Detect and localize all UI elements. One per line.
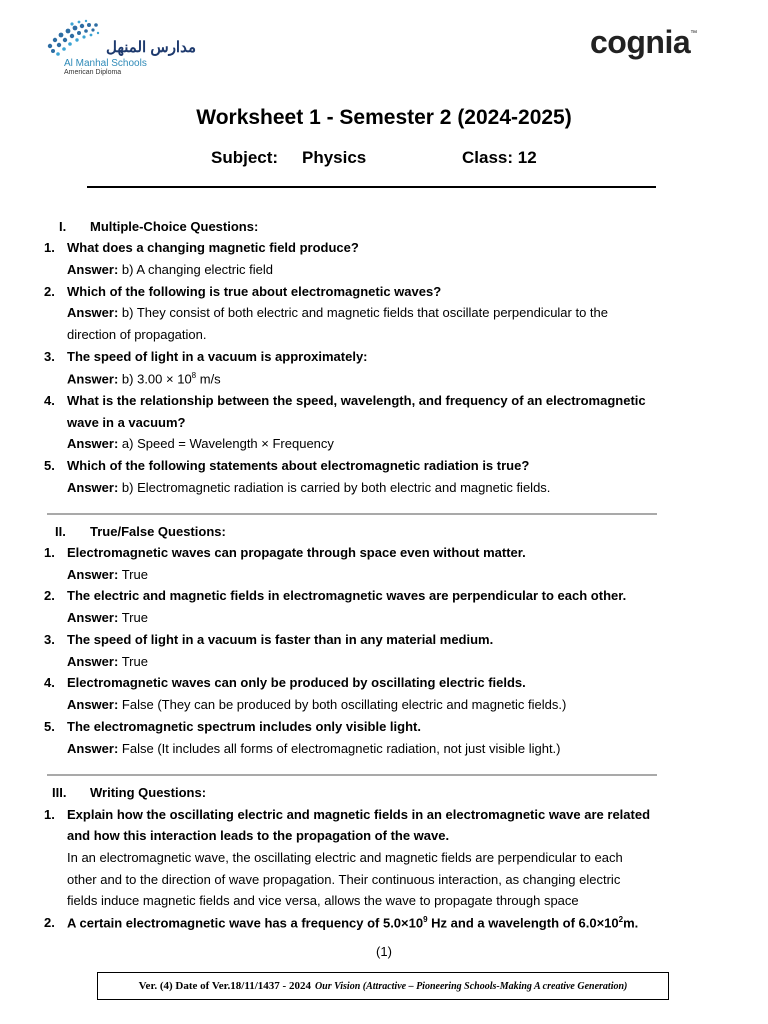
question-text-mid: Hz and a wavelength of 6.0×10 xyxy=(427,915,619,931)
mcq-4-number: 4. xyxy=(44,393,55,408)
subject-value: Physics xyxy=(302,148,367,167)
answer-text: b) They consist of both electric and magnetic fields that oscillate perpendicular to the xyxy=(121,305,609,320)
question-text-end: m. xyxy=(623,915,639,931)
answer-key: Answer: xyxy=(67,654,119,669)
mcq-4-question-cont: wave in a vacuum? xyxy=(67,415,186,430)
page-number: (1) xyxy=(376,944,392,959)
answer-text: True xyxy=(121,610,148,625)
cognia-wordmark: cognia xyxy=(590,24,691,60)
section-divider xyxy=(47,513,657,515)
section-title: Writing Questions: xyxy=(90,785,207,800)
worksheet-title: Worksheet 1 - Semester 2 (2024-2025) xyxy=(196,106,572,129)
section-numeral: II. xyxy=(55,524,66,539)
mcq-2-question: Which of the following is true about electromagnetic waves? xyxy=(67,284,442,299)
subject-label: Subject: xyxy=(211,148,279,167)
answer-text: b) A changing electric field xyxy=(121,262,273,277)
footer-vision: Our Vision (Attractive – Pioneering Schools-Making A creative Generation) xyxy=(314,980,628,992)
title-divider xyxy=(87,186,656,188)
wavelength-exponent: 2 xyxy=(618,915,624,924)
answer-text: a) Speed = Wavelength × Frequency xyxy=(121,436,334,451)
logo-english-text: Al Manhal Schools xyxy=(64,58,147,69)
answer-key: Answer: xyxy=(67,697,119,712)
answer-unit: m/s xyxy=(196,371,221,387)
tf-4-answer xyxy=(67,698,566,711)
mcq-5-number: 5. xyxy=(44,458,55,473)
tf-5-statement: The electromagnetic spectrum includes only visible light. xyxy=(67,719,421,734)
answer-key: Answer: xyxy=(67,262,119,277)
frequency-exponent: 9 xyxy=(423,915,428,924)
tf-2-number: 2. xyxy=(44,588,55,603)
answer-key: Answer: xyxy=(67,436,119,451)
section-title: Multiple-Choice Questions: xyxy=(90,219,259,234)
section-title: True/False Questions: xyxy=(90,524,226,539)
answer-key: Answer: xyxy=(67,371,119,387)
writing-2-question xyxy=(67,916,638,929)
writing-1-number: 1. xyxy=(44,807,55,822)
tf-3-answer xyxy=(67,655,148,668)
mcq-4-answer xyxy=(67,437,334,450)
mcq-2-answer-cont: direction of propagation. xyxy=(67,327,207,342)
mcq-5-answer xyxy=(67,481,550,494)
tf-1-number: 1. xyxy=(44,545,55,560)
answer-text: b) Electromagnetic radiation is carried by both electric and magnetic fields. xyxy=(121,480,551,495)
tf-2-answer xyxy=(67,611,148,624)
footer-box xyxy=(97,972,669,1000)
class-label: Class: 12 xyxy=(462,148,537,167)
tf-1-statement: Electromagnetic waves can propagate through space even without matter. xyxy=(67,545,526,560)
answer-text: True xyxy=(121,567,148,582)
mcq-1-number: 1. xyxy=(44,240,55,255)
answer-text: False (They can be produced by both oscillating electric and magnetic fields.) xyxy=(121,697,567,712)
logo-arabic-text: مدارس المنهل xyxy=(106,39,197,56)
mcq-3-answer xyxy=(67,372,221,385)
mcq-1-answer xyxy=(67,263,273,276)
mcq-1-question: What does a changing magnetic field produce? xyxy=(67,240,359,255)
question-text: A certain electromagnetic wave has a frequency of 5.0×10 xyxy=(67,915,424,931)
dots-emblem-icon xyxy=(44,18,106,60)
answer-key: Answer: xyxy=(67,610,119,625)
tf-1-answer xyxy=(67,568,148,581)
mcq-5-question: Which of the following statements about electromagnetic radiation is true? xyxy=(67,458,530,473)
mcq-2-answer xyxy=(67,306,608,319)
tf-4-number: 4. xyxy=(44,675,55,690)
trademark-symbol: ™ xyxy=(690,30,697,37)
mcq-2-number: 2. xyxy=(44,284,55,299)
logo-subtitle-text: American Diploma xyxy=(64,69,122,76)
footer-version: Ver. (4) Date of Ver.18/11/1437 - 2024 xyxy=(138,980,311,992)
writing-1-answer-line-1: In an electromagnetic wave, the oscillating electric and magnetic fields are perpendicular to each xyxy=(67,850,623,865)
tf-5-answer xyxy=(67,742,561,755)
tf-3-statement: The speed of light in a vacuum is faster than in any material medium. xyxy=(67,632,494,647)
mcq-3-number: 3. xyxy=(44,349,55,364)
answer-text: True xyxy=(121,654,148,669)
answer-text: False (It includes all forms of electromagnetic radiation, not just visible light.) xyxy=(121,741,561,756)
tf-4-statement: Electromagnetic waves can only be produced by oscillating electric fields. xyxy=(67,675,526,690)
answer-key: Answer: xyxy=(67,480,119,495)
tf-5-number: 5. xyxy=(44,719,55,734)
section-divider xyxy=(47,774,657,776)
writing-1-answer-line-3: fields induce magnetic fields and vice versa, allows the wave to propagate through space xyxy=(67,893,579,908)
cognia-logo xyxy=(590,24,697,61)
school-logo xyxy=(44,18,197,80)
writing-1-answer-line-2: other and to the direction of wave propagation. Their continuous interaction, as changing electric xyxy=(67,872,621,887)
section-numeral: I. xyxy=(59,219,67,234)
answer-key: Answer: xyxy=(67,305,119,320)
tf-3-number: 3. xyxy=(44,632,55,647)
answer-exponent: 8 xyxy=(191,371,197,380)
writing-1-question: Explain how the oscillating electric and magnetic fields in an electromagnetic wave are related xyxy=(67,807,651,822)
mcq-3-question: The speed of light in a vacuum is approximately: xyxy=(67,349,368,364)
writing-1-question-cont: and how this interaction leads to the propagation of the wave. xyxy=(67,828,450,843)
writing-2-number: 2. xyxy=(44,915,55,930)
answer-text: b) 3.00 × 10 xyxy=(121,371,192,387)
answer-key: Answer: xyxy=(67,741,119,756)
answer-key: Answer: xyxy=(67,567,119,582)
mcq-4-question: What is the relationship between the speed, wavelength, and frequency of an electromagnetic xyxy=(67,393,646,408)
section-numeral: III. xyxy=(52,785,67,800)
tf-2-statement: The electric and magnetic fields in electromagnetic waves are perpendicular to each other. xyxy=(67,588,627,603)
